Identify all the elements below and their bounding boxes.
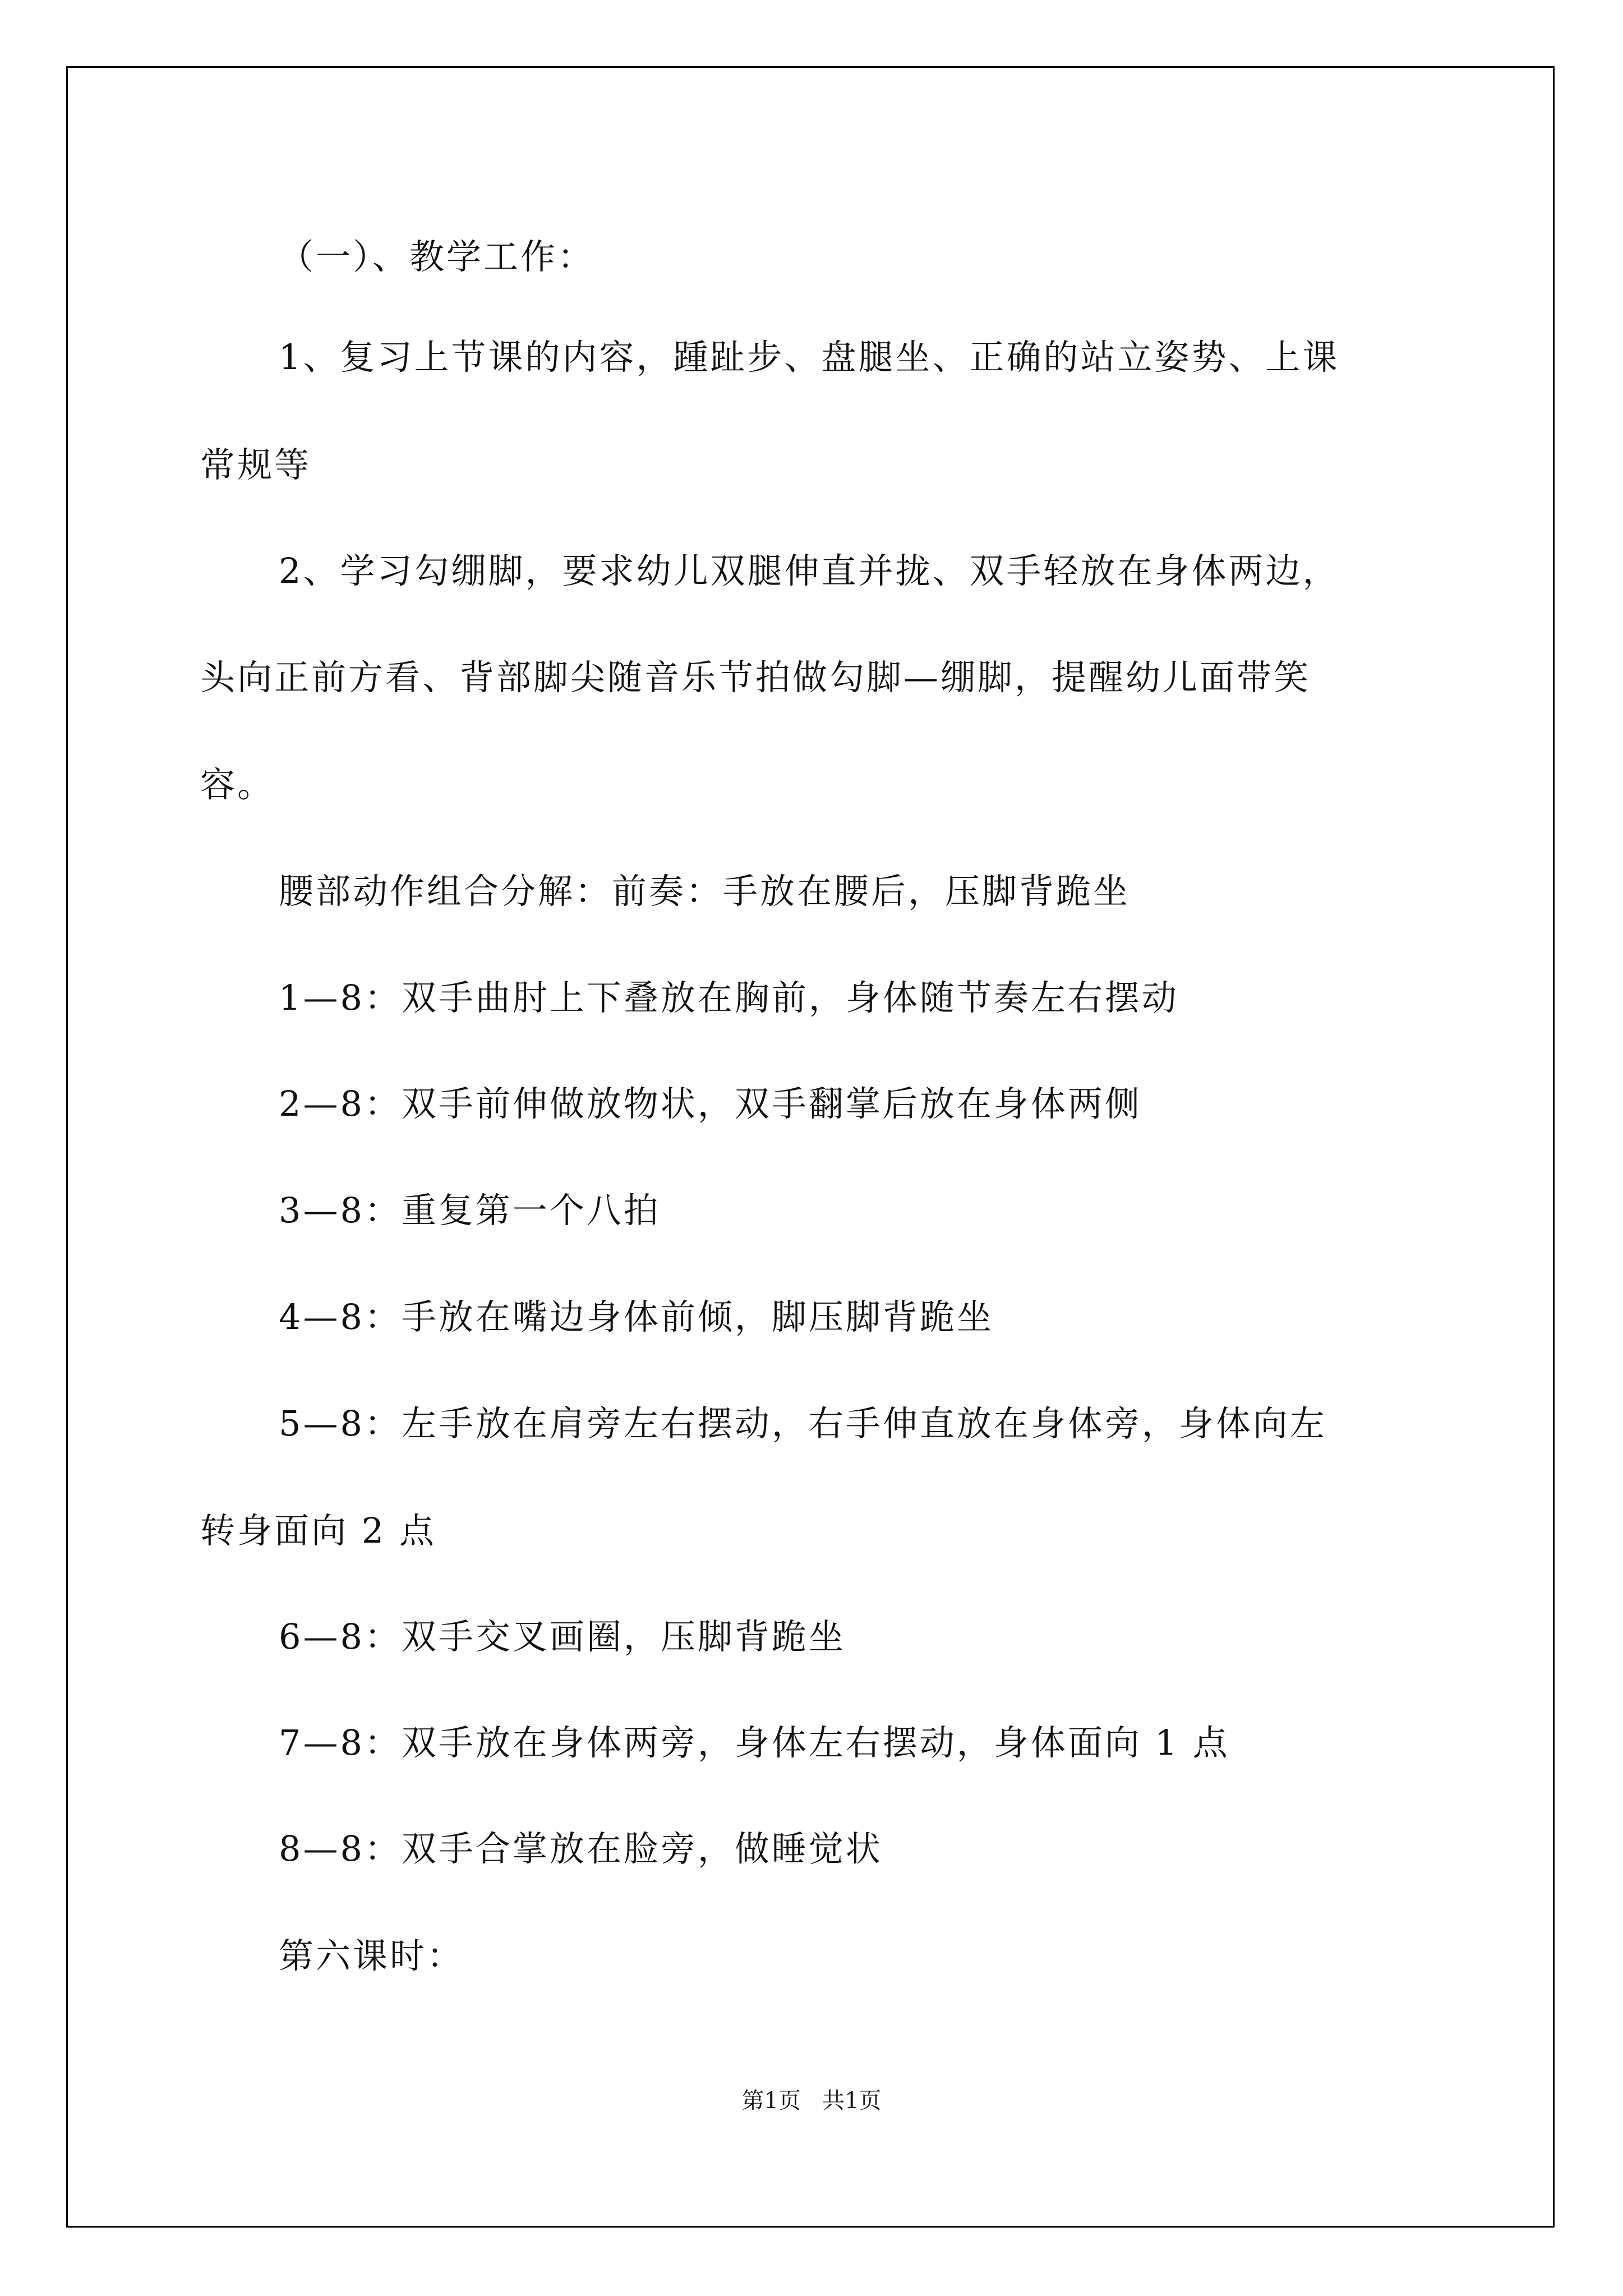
paragraph-line: 头向正前方看、背部脚尖随音乐节拍做勾脚—绷脚，提醒幼儿面带笑 [200, 657, 1311, 698]
paragraph-line: 容。 [200, 764, 275, 805]
paragraph-line: 7—8：双手放在身体两旁，身体左右摆动，身体面向 1 点 [279, 1722, 1230, 1763]
paragraph-line: 2—8：双手前伸做放物状，双手翻掌后放在身体两侧 [279, 1083, 1142, 1124]
page-footer: 第1页 共1页 [741, 2088, 882, 2114]
paragraph-line: 1—8：双手曲肘上下叠放在胸前，身体随节奏左右摆动 [279, 977, 1179, 1018]
page-border [66, 66, 1555, 2228]
paragraph-line: 5—8：左手放在肩旁左右摆动，右手伸直放在身体旁，身体向左 [279, 1403, 1327, 1444]
paragraph-line: 常规等 [200, 444, 312, 485]
paragraph-line: 4—8：手放在嘴边身体前倾，脚压脚背跪坐 [279, 1296, 994, 1337]
paragraph-line: 2、学习勾绷脚，要求幼儿双腿伸直并拢、双手轻放在身体两边， [279, 550, 1340, 591]
paragraph-line: 3—8：重复第一个八拍 [279, 1190, 661, 1231]
paragraph-line: 第六课时： [279, 1935, 464, 1976]
paragraph-line: 转身面向 2 点 [200, 1510, 436, 1551]
paragraph-line: 1、复习上节课的内容，踵趾步、盘腿坐、正确的站立姿势、上课 [279, 337, 1340, 378]
paragraph-line: 6—8：双手交叉画圈，压脚背跪坐 [279, 1616, 846, 1657]
section-heading: （一）、教学工作： [279, 236, 595, 277]
paragraph-line: 腰部动作组合分解：前奏：手放在腰后，压脚背跪坐 [279, 871, 1131, 912]
paragraph-line: 8—8：双手合掌放在脸旁，做睡觉状 [279, 1828, 883, 1869]
